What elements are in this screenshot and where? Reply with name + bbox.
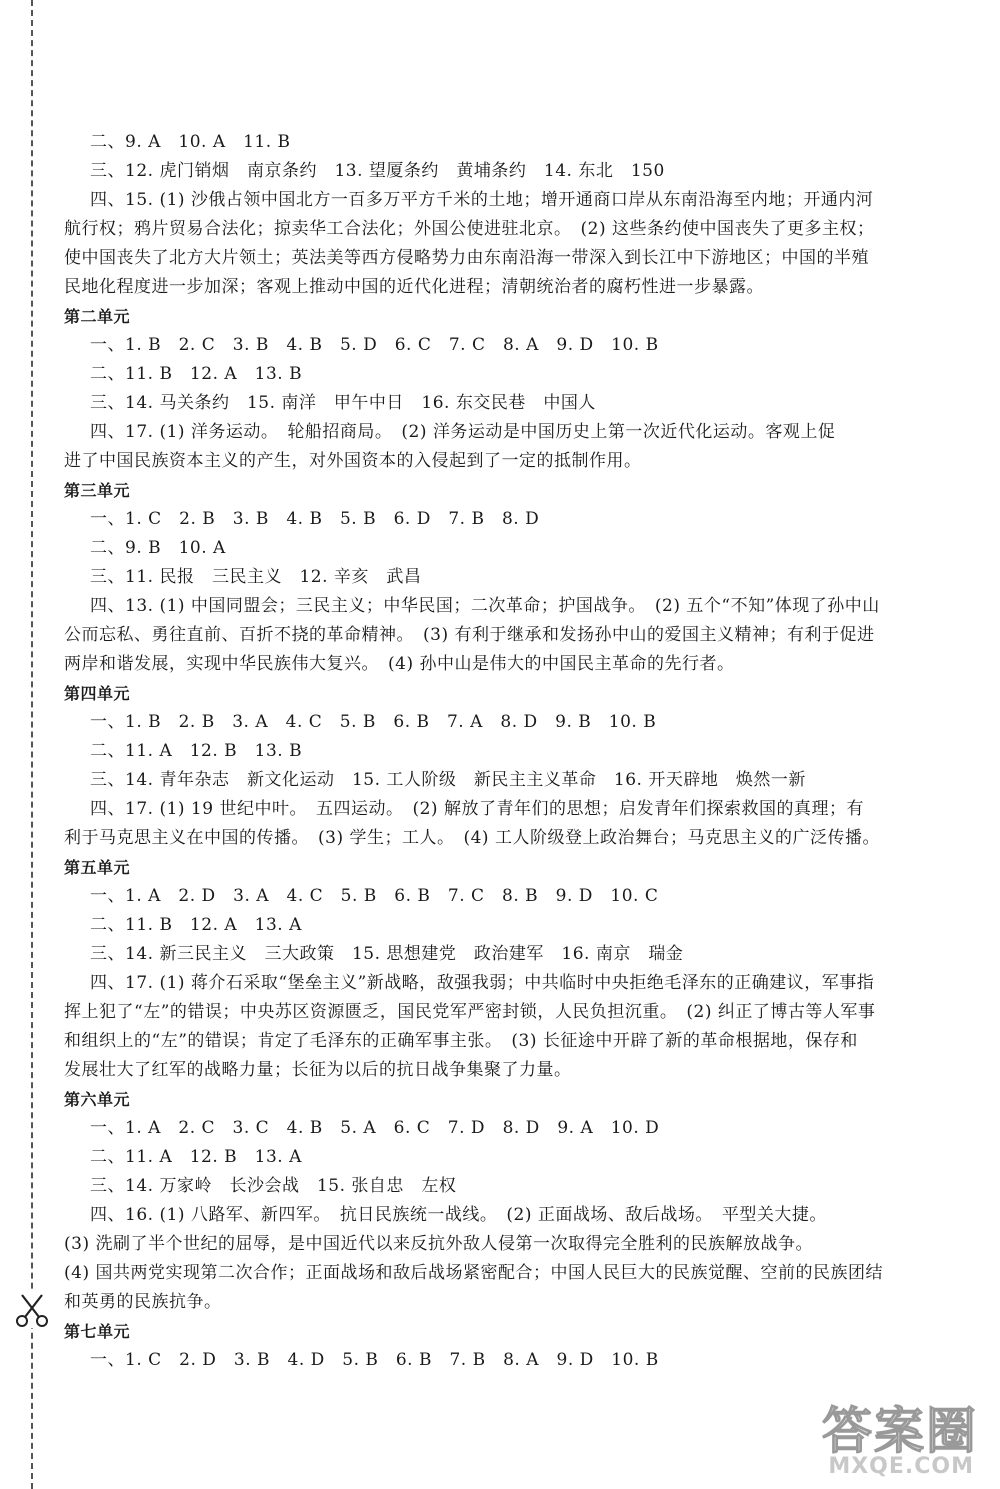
answer-line: 一、1. A 2. D 3. A 4. C 5. B 6. B 7. C 8. B 9. D 10. C <box>90 886 659 906</box>
dashed-cut-line <box>31 0 33 1489</box>
answer-line: 二、11. B 12. A 13. B <box>90 364 303 384</box>
unit-heading: 第二单元 <box>64 307 131 326</box>
answer-line: (3) 洗刷了半个世纪的屈辱，是中国近代以来反抗外敌人侵第一次取得完全胜利的民族解放战争。 <box>64 1234 813 1254</box>
answer-line: 公而忘私、勇往直前、百折不挠的革命精神。 (3) 有利于继承和发扬孙中山的爱国主义精神；有利于促进 <box>64 625 875 645</box>
answer-line: 三、14. 青年杂志 新文化运动 15. 工人阶级 新民主主义革命 16. 开天辟地 焕然一新 <box>90 770 806 790</box>
answer-line: 和组织上的“左”的错误；肯定了毛泽东的正确军事主张。 (3) 长征途中开辟了新的革命根据地，保存和 <box>64 1031 858 1051</box>
answer-key <box>64 128 924 1375</box>
answer-line: 和英勇的民族抗争。 <box>64 1292 222 1312</box>
answer-line: 三、14. 万家岭 长沙会战 15. 张自忠 左权 <box>90 1176 457 1196</box>
answer-line: 挥上犯了“左”的错误；中央苏区资源匮乏，国民党军严密封锁，人民负担沉重。 (2) 纠正了博古等人军事 <box>64 1002 876 1022</box>
answer-line: 利于马克思主义在中国的传播。 (3) 学生；工人。 (4) 工人阶级登上政治舞台；马克思主义的广泛传播。 <box>64 828 880 848</box>
answer-line: 三、14. 新三民主义 三大政策 15. 思想建党 政治建军 16. 南京 瑞金 <box>90 944 684 964</box>
unit-heading: 第四单元 <box>64 684 131 703</box>
watermark <box>778 1391 978 1481</box>
unit-heading: 第七单元 <box>64 1322 131 1341</box>
unit-heading: 第六单元 <box>64 1090 131 1109</box>
answer-line: 发展壮大了红军的战略力量；长征为以后的抗日战争集聚了力量。 <box>64 1060 572 1080</box>
answer-line: 二、11. A 12. B 13. B <box>90 741 303 761</box>
answer-line: 二、11. B 12. A 13. A <box>90 915 302 935</box>
watermark-url: MXQE.COM <box>828 1454 974 1479</box>
answer-line: 二、9. A 10. A 11. B <box>90 132 291 152</box>
unit-heading: 第五单元 <box>64 858 131 877</box>
unit-heading: 第三单元 <box>64 481 131 500</box>
answer-line: 一、1. A 2. C 3. C 4. B 5. A 6. C 7. D 8. D 9. A 10. D <box>90 1118 660 1138</box>
answer-line: 一、1. B 2. B 3. A 4. C 5. B 6. B 7. A 8. D 9. B 10. B <box>90 712 657 732</box>
answer-line: 航行权；鸦片贸易合法化；掠卖华工合法化；外国公使进驻北京。 (2) 这些条约使中国丧失了更多主权； <box>64 219 875 239</box>
answer-line: (4) 国共两党实现第二次合作；正面战场和敌后战场紧密配合；中国人民巨大的民族觉醒、空前的民族团结 <box>64 1263 883 1283</box>
answer-line: 使中国丧失了北方大片领土；英法美等西方侵略势力由东南沿海一带深入到长江中下游地区；中国的半殖 <box>64 248 869 268</box>
answer-line: 三、14. 马关条约 15. 南洋 甲午中日 16. 东交民巷 中国人 <box>90 393 596 413</box>
answer-line: 一、1. C 2. B 3. B 4. B 5. B 6. D 7. B 8. D <box>90 509 540 529</box>
answer-line: 四、17. (1) 19 世纪中叶。 五四运动。 (2) 解放了青年们的思想；启发青年们探索救国的真理；有 <box>90 799 864 819</box>
answer-line: 三、12. 虎门销烟 南京条约 13. 望厦条约 黄埔条约 14. 东北 150 <box>90 161 665 181</box>
answer-line: 进了中国民族资本主义的产生，对外国资本的入侵起到了一定的抵制作用。 <box>64 451 642 471</box>
answer-line: 一、1. B 2. C 3. B 4. B 5. D 6. C 7. C 8. A 9. D 10. B <box>90 335 659 355</box>
answer-line: 四、17. (1) 蒋介石采取“堡垒主义”新战略，敌强我弱；中共临时中央拒绝毛泽东的正确建议，军事指 <box>90 973 875 993</box>
answer-line: 一、1. C 2. D 3. B 4. D 5. B 6. B 7. B 8. A 9. D 10. B <box>90 1350 659 1370</box>
answer-line: 四、13. (1) 中国同盟会；三民主义；中华民国；二次革命；护国战争。 (2) 五个“不知”体现了孙中山 <box>90 596 880 616</box>
answer-line: 三、11. 民报 三民主义 12. 辛亥 武昌 <box>90 567 422 587</box>
scissors-icon <box>14 1292 50 1328</box>
answer-line: 二、9. B 10. A <box>90 538 226 558</box>
answer-line: 两岸和谐发展，实现中华民族伟大复兴。 (4) 孙中山是伟大的中国民主革命的先行者。 <box>64 654 735 674</box>
watermark-logo-text: 答案圈 <box>822 1402 978 1460</box>
answer-line: 四、16. (1) 八路军、新四军。 抗日民族统一战线。 (2) 正面战场、敌后战场。 平型关大捷。 <box>90 1205 827 1225</box>
answer-line: 民地化程度进一步加深；客观上推动中国的近代化进程；清朝统治者的腐朽性进一步暴露。 <box>64 277 764 297</box>
answer-line: 四、15. (1) 沙俄占领中国北方一百多万平方千米的土地；增开通商口岸从东南沿海至内地；开通内河 <box>90 190 874 210</box>
answer-line: 二、11. A 12. B 13. A <box>90 1147 302 1167</box>
answer-line: 四、17. (1) 洋务运动。 轮船招商局。 (2) 洋务运动是中国历史上第一次近代化运动。客观上促 <box>90 422 836 442</box>
